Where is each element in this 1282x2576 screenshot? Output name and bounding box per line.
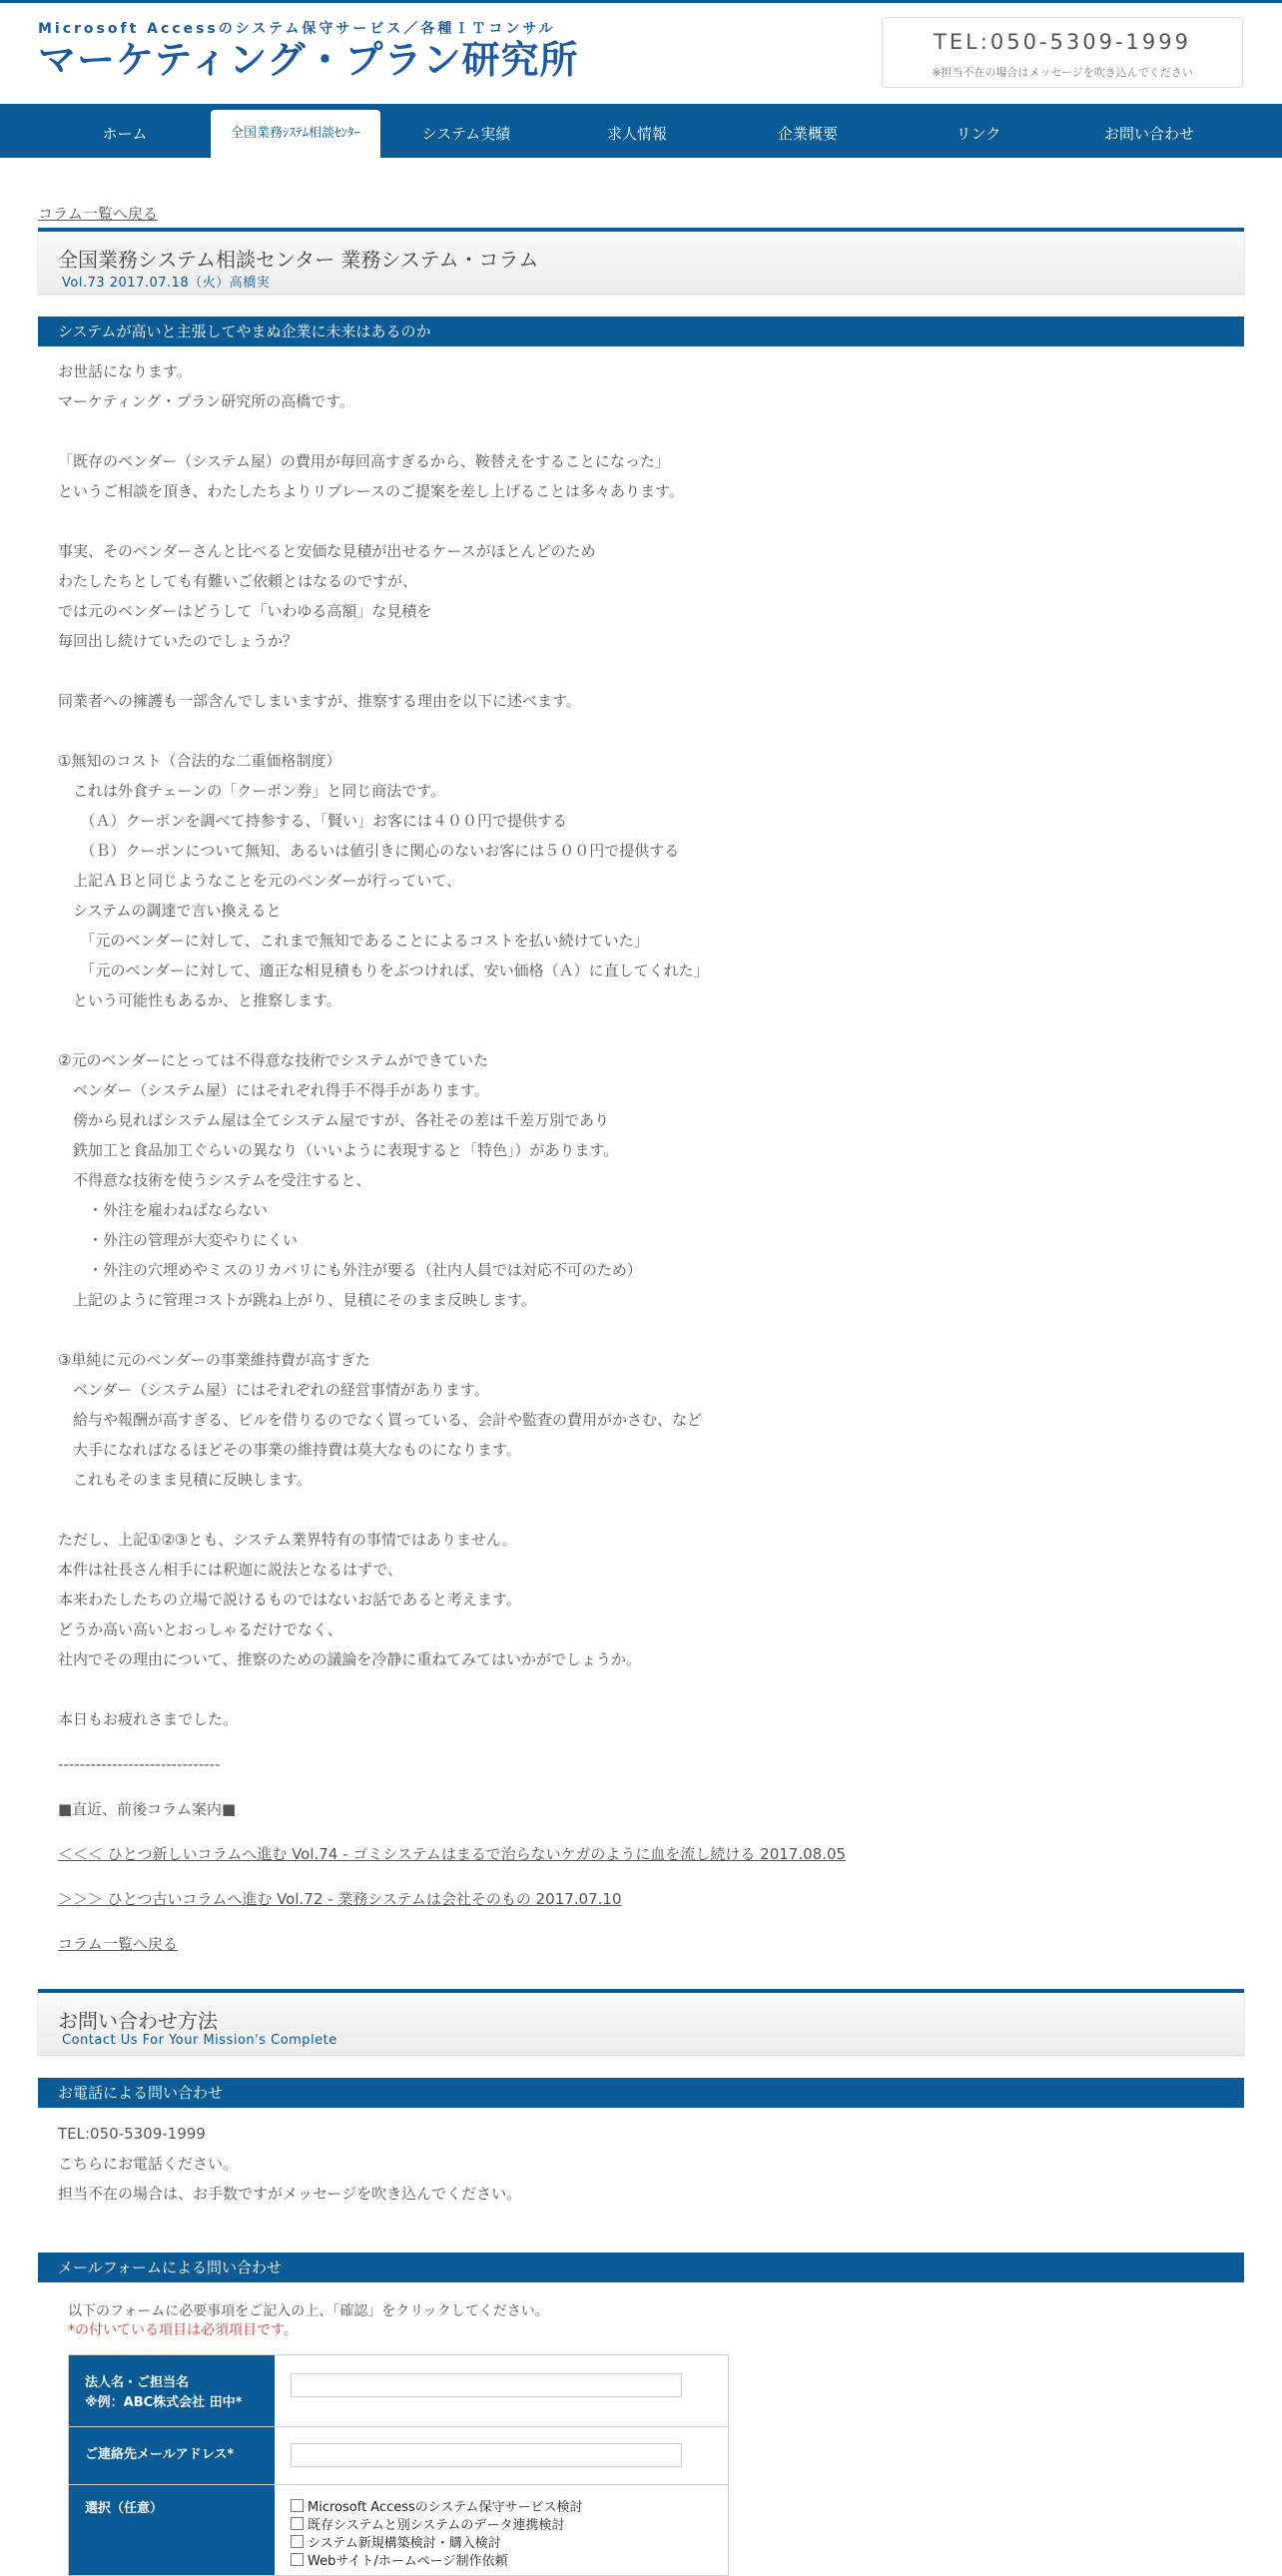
main-nav [0,104,1282,158]
phone-info [58,2119,1226,2209]
email-field-label: ご連絡先メールアドレス* [69,2427,275,2484]
article-line: 「元のベンダーに対して、これまで無知であることによるコストを払い続けていた」 [58,932,649,950]
form-row-select [69,2485,728,2576]
nav-home[interactable]: ホーム [102,125,148,143]
nav-consult-center[interactable]: 全国業務ｼｽﾃﾑ相談ｾﾝﾀｰ [211,110,380,158]
column-meta: Vol.73 2017.07.18（火）高橋実 [62,276,271,291]
phone-number: TEL:050-5309-1999 [58,2125,206,2143]
article-line: これは外食チェーンの「クーポン券」と同じ商法です。 [58,782,446,800]
article-line [58,656,1226,686]
article-line: 傍から見ればシステム屋は全てシステム屋ですが、各社その差は千差万別であり [58,1111,610,1129]
article-line: ③単純に元のベンダーの事業維持費が高すぎた [58,1351,370,1369]
form-intro [68,2302,549,2340]
article-line: （Ａ）クーポンを調べて持参する、「賢い」お客には４００円で提供する [58,812,568,830]
contact-subtitle: Contact Us For Your Mission's Complete [62,2033,337,2048]
nav-system-results[interactable]: システム実績 [421,125,511,143]
article-line: 本件は社長さん相手には釈迦に説法となるはずで、 [58,1561,403,1579]
article-line: システムの調達で言い換えると [58,902,282,920]
column-list-link-top[interactable]: コラム一覧へ戻る [38,205,158,223]
checkbox[interactable] [291,2553,304,2566]
checkbox[interactable] [291,2517,304,2530]
article-line [58,1315,1226,1345]
article-line: ・外注の穴埋めやミスのリカバリにも外注が要る（社内人員では対応不可のため） [58,1261,642,1279]
article-line: 大手になればなるほどその事業の維持費は莫大なものになります。 [58,1441,521,1459]
name-input[interactable] [291,2373,682,2397]
next-column-link[interactable]: ＜＜＜ ひとつ新しいコラムへ進む Vol.74 - ゴミシステムはまるで治らないケガのように血を流し続ける 2017.08.05 [58,1845,847,1863]
article-line: ①無知のコスト（合法的な二重価格制度） [58,752,341,770]
form-required-note: *の付いている項目は必須項目です。 [68,2322,298,2338]
email-field-cell [275,2427,728,2484]
article-line: 本日もお疲れさまでした。 [58,1710,239,1728]
article-line: 同業者への擁護も一部含んでしまいますが、推察する理由を以下に述べます。 [58,692,581,710]
checkbox[interactable] [291,2535,304,2548]
contact-header [38,1989,1244,2055]
article-line: というご相談を頂き、わたしたちよりリプレースのご提案を差し上げることは多々あります。 [58,482,684,500]
article-line [58,1495,1226,1525]
site-logo[interactable] [38,20,578,82]
nav-jobs[interactable]: 求人情報 [606,125,667,143]
name-field-cell [275,2355,728,2426]
contact-form [68,2354,729,2576]
select-options [275,2485,728,2575]
article-line: ただし、上記①②③とも、システム業界特有の事情ではありません。 [58,1531,517,1549]
article-line: マーケティング・プラン研究所の高橋です。 [58,392,355,410]
article-line: という可能性もあるか、と推察します。 [58,991,341,1009]
prev-column-link[interactable]: ＞＞＞ ひとつ古いコラムへ進む Vol.72 - 業務システムは会社そのもの 2017.07.10 [58,1890,622,1908]
column-list-link-bottom[interactable]: コラム一覧へ戻る [58,1935,178,1953]
header-phone-number: TEL:050-5309-1999 [934,30,1191,54]
article-line: 上記ＡＢと同じようなことを元のベンダーが行っていて、 [58,872,462,890]
article-line: 毎回出し続けていたのでしょうか？ [58,632,299,650]
article-line [58,1674,1226,1704]
mail-section-title: メールフォームによる問い合わせ [38,2253,1244,2282]
article-line [58,416,1226,446]
nav-company[interactable]: 企業概要 [777,125,838,143]
article-line [58,506,1226,536]
nav-heading: ■直近、前後コラム案内■ [58,1800,237,1818]
article-line [58,1015,1226,1045]
article-line: ベンダー（システム屋）にはそれぞれの経営事情があります。 [58,1381,489,1399]
article-line: ベンダー（システム屋）にはそれぞれ得手不得手があります。 [58,1081,489,1099]
article-line: 本来わたしたちの立場で説けるものではないお話であると考えます。 [58,1591,521,1609]
article-line: 鉄加工と食品加工ぐらいの異なり（いいように表現すると「特色」）があります。 [58,1141,619,1159]
article-line [58,716,1226,746]
email-input[interactable] [291,2443,682,2467]
column-header [38,228,1244,294]
logo-subtitle: Microsoft Accessのシステム保守サービス／各種ＩＴコンサル [38,21,556,37]
article-line: 給与や報酬が高すぎる、ビルを借りるのでなく買っている、会計や監査の費用がかさむ、など [58,1411,703,1429]
checkbox[interactable] [291,2499,304,2512]
article-line: これもそのまま見積に反映します。 [58,1471,312,1489]
article-line: ②元のベンダーにとっては不得意な技術でシステムができていた [58,1051,489,1069]
name-field-label [69,2355,275,2426]
column-title: 全国業務システム相談センター 業務システム・コラム [58,248,539,272]
article-line: 不得意な技術を使うシステムを受注すると、 [58,1171,371,1189]
phone-absent-note: 担当不在の場合は、お手数ですがメッセージを吹き込んでください。 [58,2185,522,2203]
article-line: 「元のベンダーに対して、適正な相見積もりをぶつければ、安い価格（Ａ）に直してくれた」 [58,962,709,979]
top-accent-line [0,0,1282,3]
contact-title: お問い合わせ方法 [58,2009,218,2033]
article-line: 社内でその理由について、推察のための議論を冷静に重ねてみてはいかがでしょうか。 [58,1650,642,1668]
phone-section-title: お電話による問い合わせ [38,2078,1244,2108]
form-instruction: 以下のフォームに必要事項をご記入の上、「確認」をクリックしてください。 [68,2303,549,2319]
phone-instruction: こちらにお電話ください。 [58,2155,239,2173]
header-phone-note: ※担当不在の場合はメッセージを吹き込んでください [932,66,1193,79]
separator-line: ------------------------------ [58,1755,221,1773]
article-line: （Ｂ）クーポンについて無知、あるいは値引きに関心のないお客には５００円で提供する [58,842,680,860]
select-field-label: 選択（任意） [69,2485,275,2575]
article-line: どうか高い高いとおっしゃるだけでなく、 [58,1620,342,1638]
name-label-line2: ※例：ABC株式会社 田中* [85,2395,243,2410]
form-row-email [69,2427,728,2485]
option-data-integration[interactable]: 既存システムと別システムのデータ連携検討 [291,2517,728,2535]
article-line: 「既存のベンダー（システム屋）の費用が毎回高すぎるから、鞍替えをすることになった」 [58,452,670,470]
article-section-title: システムが高いと主張してやまぬ企業に未来はあるのか [38,317,1244,346]
article-line: ・外注を雇わねばならない [58,1201,269,1219]
option-web-production[interactable]: Webサイト/ホームページ制作依頼 [291,2553,728,2571]
form-row-name [69,2355,728,2427]
header-phone-box [882,17,1243,88]
logo-title: マーケティング・プラン研究所 [38,38,579,82]
article-line: 事実、そのベンダーさんと比べると安価な見積が出せるケースがほとんどのため [58,542,596,560]
nav-contact[interactable]: お問い合わせ [1103,125,1194,143]
article-line: お世話になります。 [58,362,192,380]
option-new-system[interactable]: システム新規構築検討・購入検討 [291,2535,728,2553]
nav-links[interactable]: リンク [956,125,1001,143]
name-label-line1: 法人名・ご担当名 [85,2375,190,2390]
article-body [58,356,1226,1734]
article-line: では元のベンダーはどうして「いわゆる高額」な見積を [58,602,432,620]
article-line: わたしたちとしても有難いご依頼とはなるのですが、 [58,572,418,590]
article-line: ・外注の管理が大変やりにくい [58,1231,299,1249]
column-navigation [58,1749,1226,1959]
option-access-maintenance[interactable]: Microsoft Accessのシステム保守サービス検討 [291,2499,728,2517]
article-line: 上記のように管理コストが跳ね上がり、見積にそのまま反映します。 [58,1291,536,1309]
